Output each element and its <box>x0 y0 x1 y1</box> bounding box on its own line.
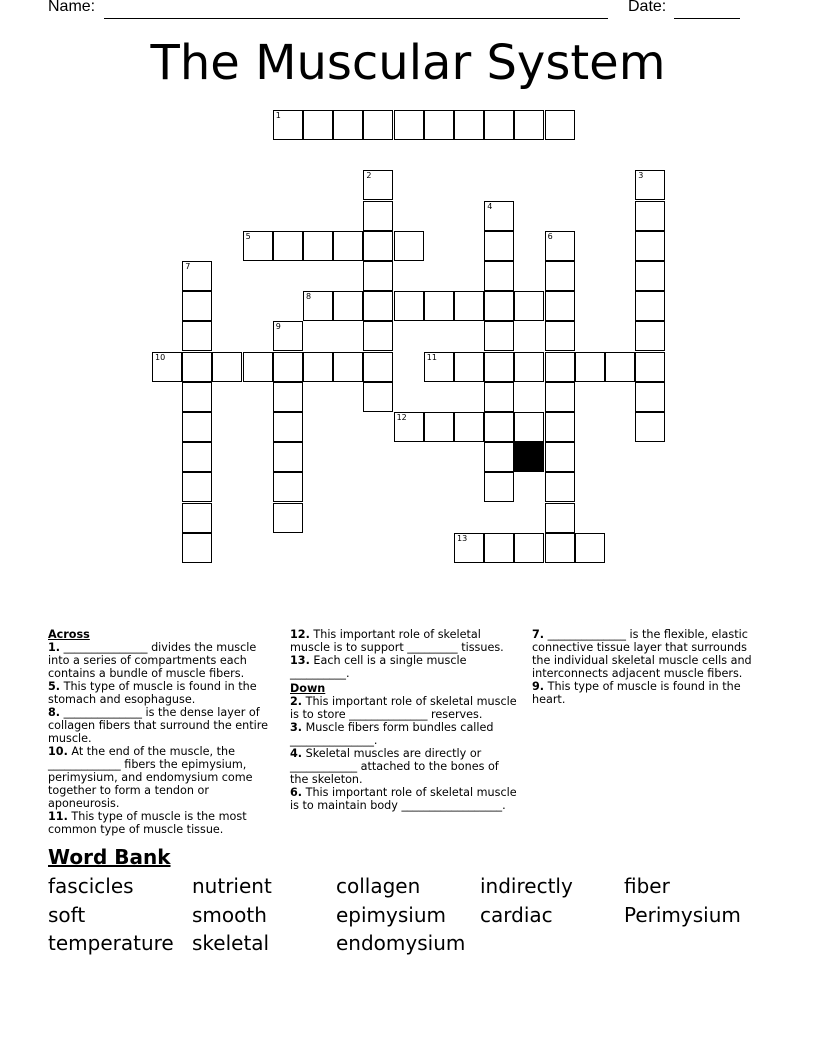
name-label: Name: <box>48 0 96 15</box>
crossword-cell[interactable] <box>484 261 514 291</box>
crossword-cell[interactable] <box>484 352 514 382</box>
crossword-cell[interactable] <box>454 412 484 442</box>
crossword-cell[interactable] <box>394 110 424 140</box>
word-bank-word: endomysium <box>336 931 466 955</box>
crossword-cell[interactable] <box>514 291 544 321</box>
crossword-cell[interactable] <box>424 291 454 321</box>
crossword-cell[interactable] <box>545 382 575 412</box>
word-bank-word: soft <box>48 903 86 927</box>
clue-number: 4 <box>487 201 493 211</box>
clue-number: 9 <box>275 322 281 332</box>
crossword-cell[interactable] <box>363 110 393 140</box>
crossword-cell[interactable] <box>545 261 575 291</box>
crossword-cell[interactable] <box>303 291 333 321</box>
crossword-cell[interactable] <box>635 382 665 412</box>
crossword-cell[interactable] <box>545 110 575 140</box>
crossword-cell[interactable] <box>303 352 333 382</box>
crossword-cell[interactable] <box>545 533 575 563</box>
crossword-cell[interactable] <box>484 412 514 442</box>
crossword-cell[interactable] <box>484 321 514 351</box>
clue-number: 7 <box>185 262 191 271</box>
crossword-cell[interactable] <box>273 352 303 382</box>
clue-number: 1 <box>275 111 281 120</box>
clue-number: 5 <box>245 231 251 241</box>
crossword-cell[interactable] <box>484 231 514 261</box>
clue-down-2: 2. This important role of skeletal muscle is to store ______________ reserves. <box>290 695 517 721</box>
crossword-cell[interactable] <box>273 472 303 502</box>
clue-down-9: 9. This type of muscle is found in the heart. <box>532 680 741 706</box>
clue-down-4: 4. Skeletal muscles are directly or ____________ attached to the bones of the skeleton. <box>290 747 499 786</box>
crossword-cell[interactable] <box>454 291 484 321</box>
crossword-cell[interactable] <box>363 382 393 412</box>
crossword-cell[interactable] <box>182 261 212 291</box>
page-title: The Muscular System <box>150 35 666 91</box>
clue-number: 6 <box>547 231 553 241</box>
crossword-cell[interactable] <box>182 503 212 533</box>
crossword-cell[interactable] <box>635 352 665 382</box>
crossword-cell[interactable] <box>182 472 212 502</box>
crossword-cell[interactable] <box>454 533 484 563</box>
crossword-cell[interactable] <box>545 321 575 351</box>
crossword-cell[interactable] <box>635 231 665 261</box>
clue-down-7: 7. ______________ is the flexible, elastic connective tissue layer that surrounds the individual skeletal muscle cells and interconnects adjacent muscle fibers. <box>532 628 752 680</box>
crossword-cell[interactable] <box>333 352 363 382</box>
crossword-cell[interactable] <box>182 352 212 382</box>
clue-down-6: 6. This important role of skeletal muscle is to maintain body __________________. <box>290 786 517 812</box>
clues-column-3 <box>532 628 768 706</box>
word-bank-word: epimysium <box>336 903 447 927</box>
clue-number: 8 <box>306 292 312 302</box>
crossword-cell[interactable] <box>273 321 303 351</box>
crossword-cell[interactable] <box>484 472 514 502</box>
crossword-cell[interactable] <box>182 442 212 472</box>
clue-number: 12 <box>396 413 407 422</box>
crossword-cell[interactable] <box>575 533 605 563</box>
crossword-cell[interactable] <box>363 201 393 231</box>
clue-number: 2 <box>366 171 372 181</box>
word-bank-word: fascicles <box>48 874 134 898</box>
crossword-cell[interactable] <box>545 503 575 533</box>
crossword-cell[interactable] <box>424 352 454 382</box>
word-bank-word: nutrient <box>192 874 272 898</box>
crossword-cell[interactable] <box>454 352 484 382</box>
crossword-cell[interactable] <box>484 201 514 231</box>
crossword-cell[interactable] <box>454 110 484 140</box>
crossword-cell[interactable] <box>363 291 393 321</box>
crossword-cell[interactable] <box>243 352 273 382</box>
crossword-cell[interactable] <box>363 261 393 291</box>
clue-number: 11 <box>426 352 437 362</box>
clue-across-8: 8. ______________ is the dense layer of collagen fibers that surround the entire muscle. <box>48 706 268 745</box>
clue-across-1: 1. _______________ divides the muscle into a series of compartments each contains a bundle of muscle fibers. <box>48 641 257 680</box>
crossword-cell[interactable] <box>363 352 393 382</box>
crossword-cell[interactable] <box>635 261 665 291</box>
crossword-cell[interactable] <box>635 321 665 351</box>
crossword-cell[interactable] <box>273 382 303 412</box>
crossword-cell[interactable] <box>273 110 303 140</box>
crossword-cell[interactable] <box>484 382 514 412</box>
crossword-cell[interactable] <box>545 472 575 502</box>
word-bank-word: fiber <box>624 874 670 898</box>
clue-across-5: 5. This type of muscle is found in the stomach and esophaguse. <box>48 680 257 706</box>
crossword-block <box>514 442 544 472</box>
crossword-cell[interactable] <box>394 231 424 261</box>
crossword-cell[interactable] <box>243 231 273 261</box>
crossword-cell[interactable] <box>484 442 514 472</box>
clues-column-2 <box>290 628 518 812</box>
word-bank-word: collagen <box>336 874 421 898</box>
word-bank-title: Word Bank <box>48 845 171 869</box>
word-bank-word: skeletal <box>192 931 270 955</box>
word-bank-word: smooth <box>192 903 267 927</box>
crossword-cell[interactable] <box>394 412 424 442</box>
crossword-cell[interactable] <box>514 533 544 563</box>
crossword-cell[interactable] <box>635 412 665 442</box>
crossword-cell[interactable] <box>575 352 605 382</box>
crossword-cell[interactable] <box>545 412 575 442</box>
crossword-cell[interactable] <box>635 170 665 200</box>
clue-across-13: 13. Each cell is a single muscle __________. <box>290 654 467 680</box>
crossword-cell[interactable] <box>333 110 363 140</box>
crossword-cell[interactable] <box>303 110 333 140</box>
clues-column-1 <box>48 628 280 836</box>
crossword-cell[interactable] <box>152 352 182 382</box>
crossword-cell[interactable] <box>273 503 303 533</box>
crossword-cell[interactable] <box>182 382 212 412</box>
crossword-cell[interactable] <box>182 412 212 442</box>
down-heading: Down <box>290 682 326 695</box>
crossword-cell[interactable] <box>545 291 575 321</box>
clue-number: 10 <box>155 352 166 362</box>
crossword-cell[interactable] <box>303 231 333 261</box>
crossword-cell[interactable] <box>635 291 665 321</box>
clue-across-11: 11. This type of muscle is the most common type of muscle tissue. <box>48 810 247 836</box>
crossword-cell[interactable] <box>333 291 363 321</box>
word-bank-word: indirectly <box>480 874 573 898</box>
crossword-cell[interactable] <box>363 170 393 200</box>
crossword-cell[interactable] <box>514 110 544 140</box>
crossword-cell[interactable] <box>424 412 454 442</box>
clue-number: 13 <box>457 533 468 543</box>
clue-across-12: 12. This important role of skeletal muscle is to support _________ tissues. <box>290 628 504 654</box>
crossword-cell[interactable] <box>605 352 635 382</box>
crossword-cell[interactable] <box>545 231 575 261</box>
crossword-cell[interactable] <box>484 110 514 140</box>
crossword-cell[interactable] <box>484 291 514 321</box>
crossword-cell[interactable] <box>363 231 393 261</box>
crossword-cell[interactable] <box>545 352 575 382</box>
crossword-cell[interactable] <box>363 321 393 351</box>
crossword-cell[interactable] <box>635 201 665 231</box>
crossword-cell[interactable] <box>182 291 212 321</box>
crossword-cell[interactable] <box>424 110 454 140</box>
word-bank-word: temperature <box>48 931 174 955</box>
clue-number: 3 <box>638 171 644 181</box>
across-heading: Across <box>48 628 90 641</box>
crossword-cell[interactable] <box>333 231 363 261</box>
crossword-cell[interactable] <box>273 412 303 442</box>
crossword-cell[interactable] <box>273 442 303 472</box>
crossword-cell[interactable] <box>484 533 514 563</box>
crossword-cell[interactable] <box>514 412 544 442</box>
crossword-cell[interactable] <box>394 291 424 321</box>
crossword-cell[interactable] <box>273 231 303 261</box>
crossword-cell[interactable] <box>182 321 212 351</box>
crossword-cell[interactable] <box>514 352 544 382</box>
crossword-cell[interactable] <box>545 442 575 472</box>
crossword-cell[interactable] <box>182 533 212 563</box>
clue-across-10: 10. At the end of the muscle, the _____________ fibers the epimysium, perimysium, and endomysium come together to form a tendon or aponeurosis. <box>48 745 253 810</box>
word-bank-word: cardiac <box>480 903 553 927</box>
word-bank-word: Perimysium <box>624 903 741 927</box>
crossword-cell[interactable] <box>212 352 242 382</box>
clue-down-3: 3. Muscle fibers form bundles called _______________. <box>290 721 494 747</box>
date-label: Date: <box>628 0 667 15</box>
